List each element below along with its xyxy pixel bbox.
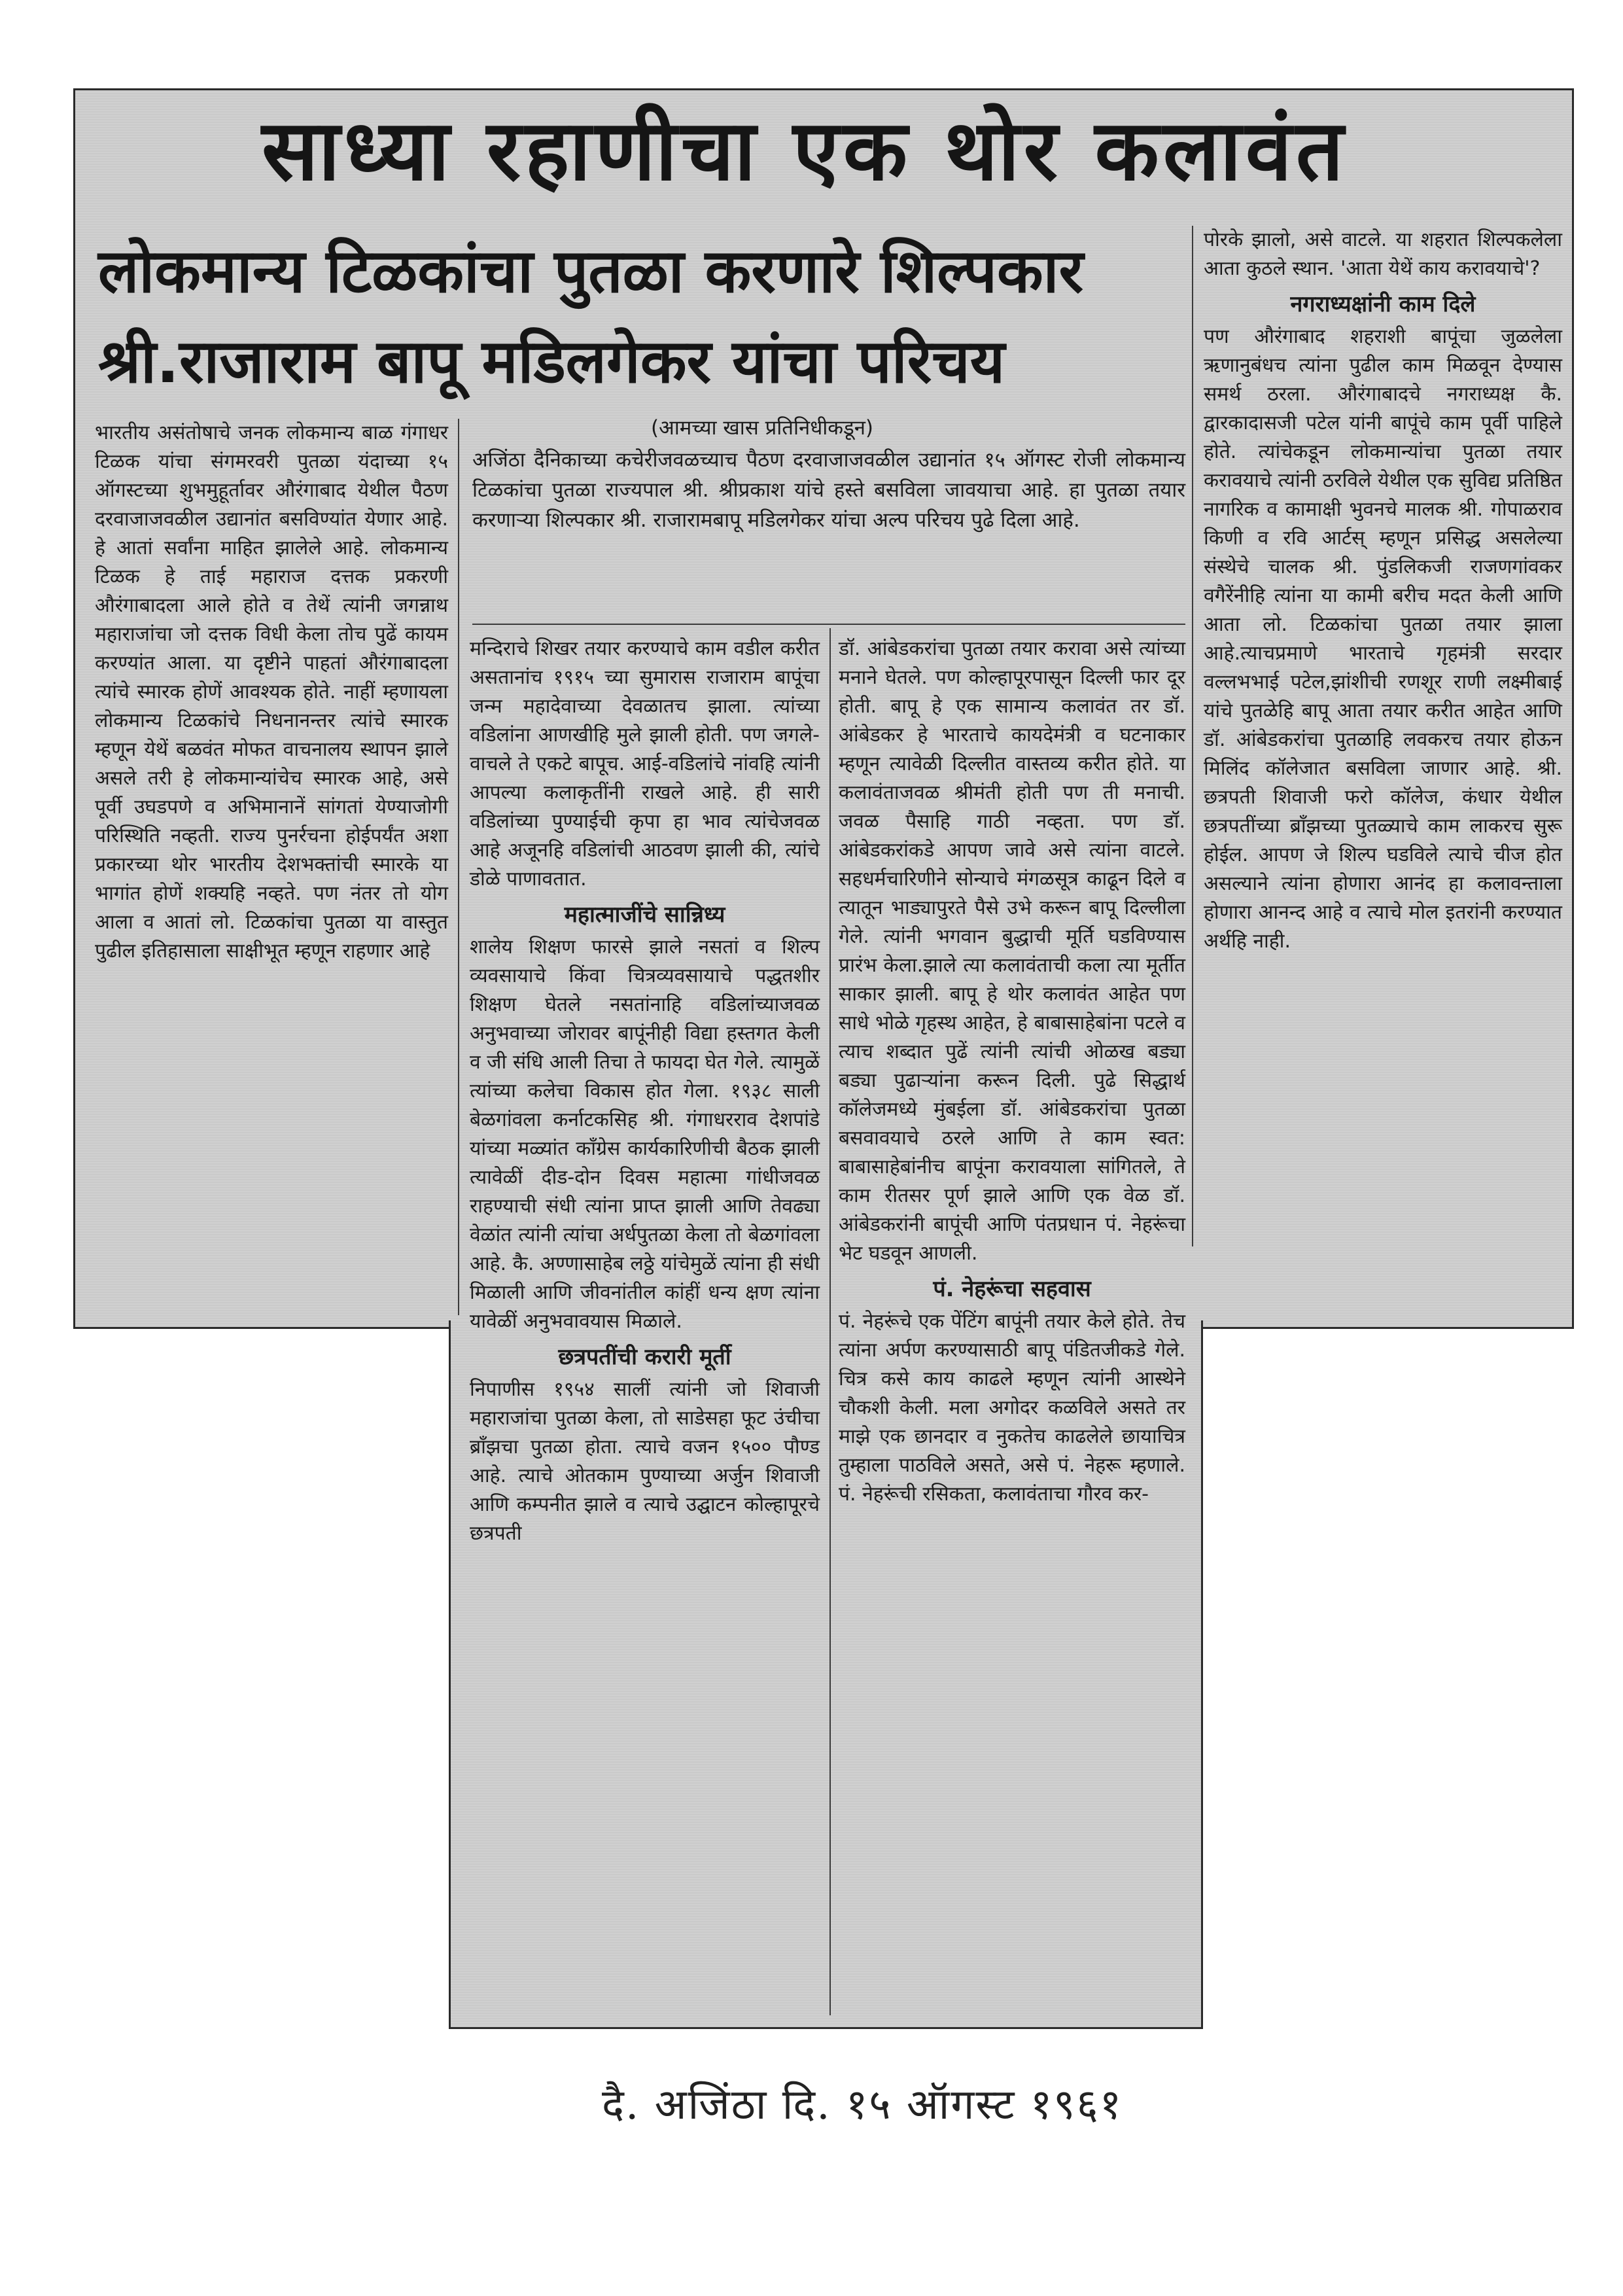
subheadline-1: लोकमान्य टिळकांचा पुतळा करणारे शिल्पकार [98,236,1084,306]
column-4-text-a: पोरके झालो, असे वाटले. या शहरात शिल्पकलेला आता कुठले स्थान. 'आता येथें काय करावयाचे'? [1204,228,1562,280]
intro-rule [472,624,1185,625]
column-rule-3 [1192,226,1193,1246]
headline: साध्या रहाणीचा एक थोर कलावंत [262,101,1348,200]
subheading-chhatrapati: छत्रपतींची करारी मूर्ती [558,1344,731,1370]
column-3-text-a: डॉ. आंबेडकरांचा पुतळा तयार करावा असे त्यांच्या मनाने घेतले. पण कोल्हापूरपासून दिल्ली फार दूर होती. बापू हे एक सामान्य कलावंत तर डॉ. आंबेडकर हे भारताचे कायदेमंत्री व घटनाकार म्हणून त्यावेळी दिल्लीत वास्तव्य करीत होते. या कलावंताजवळ श्रीमंती होती पण ती मनाची. जवळ पैसाहि गाठी नव्हता. पण डॉ. आंबेडकरांकडे आपण जावे असे त्यांना वाटले. सहधर्मचारिणीने सोन्याचे मंगळसूत्र काढून दिले व त्यातून भाड्यापुरते पैसे उभे करून बापू दिल्लीला गेले. त्यांनी भगवान बुद्धाची मूर्ति घडविण्यास प्रारंभ केला.झाले त्या कलावंताची कला त्या मूर्तीत साकार झाली. बापू हे थोर कलावंत आहेत पण साधे भोळे गृहस्थ आहेत, हे बाबासाहेबांना पटले व त्याच शब्दात पुढें त्यांनी त्यांची ओळख बड्या बड्या पुढाऱ्यांना करून दिली. पुढे सिद्धार्थ कॉलेजमध्ये मुंबईला डॉ. आंबेडकरांचा पुतळा बसवावयाचे ठरले आणि ते काम स्वत: बाबासाहेबांनीच बापूंना करावयाला सांगितले, ते काम रीतसर पूर्ण झाले आणि एक वेळ डॉ. आंबेडकरांनी बापूंची आणि पंतप्रधान पं. नेहरूंचा भेट घडवून आणली. [839,637,1185,1265]
handwritten-source-note: दै. अजिंठा दि. १५ ऑगस्ट १९६१ [602,2081,1123,2129]
subheading-nagaradhyaksh: नगराध्यक्षांनी काम दिले [1290,291,1476,317]
column-rule-2 [829,628,831,2015]
intro-paragraph: अजिंठा दैनिकाच्या कचेरीजवळच्याच पैठण दरवाजाजवळील उद्यानांत १५ ऑगस्ट रोजी लोकमान्य टिळकांचा पुतळा राज्यपाल श्री. श्रीप्रकाश यांचे हस्ते बसविला जावयाचा आहे. हा पुतळा तयार करणाऱ्या शिल्पकार श्री. राजारामबापू मडिलगेकर यांचा अल्प परिचय पुढे दिला आहे. [472,448,1185,532]
column-3 [839,635,1185,1509]
subheadline-2: श्री.राजाराम बापू मडिलगेकर यांचा परिचय [98,327,1005,397]
byline: (आमच्या खास प्रतिनिधीकडून) [650,416,873,440]
subheading-nehru: पं. नेहरूंचा सहवास [933,1276,1091,1302]
column-2-text-c: निपाणीस १९५४ सालीं त्यांनी जो शिवाजी महाराजांचा पुतळा केला, तो साडेसहा फूट उंचीचा ब्रॉंझचा पुतळा होता. त्याचे वजन १५०० पौण्ड आहे. त्याचे ओतकाम पुण्याच्या अर्जुन शिवाजी आणि कम्पनीत झाले व त्याचे उद्घाटन कोल्हापूरचे छत्रपती [470,1378,820,1545]
column-1 [95,419,448,966]
column-1-text: भारतीय असंतोषाचे जनक लोकमान्य बाळ गंगाधर टिळक यांचा संगमरवरी पुतळा यंदाच्या १५ ऑगस्टच्या शुभमुहूर्तावर औरंगाबाद येथील पैठण दरवाजाजवळील उद्यानांत बसविण्यांत येणार आहे. हे आतां सर्वांना माहित झालेले आहे. लोकमान्य टिळक हे ताई महाराज दत्तक प्रकरणी औरंगाबादला आले होते व तेथें त्यांनी जगन्नाथ महाराजांचा जो दत्तक विधी केला तोच पुढें कायम करण्यांत आला. या दृष्टीने पाहतां औरंगाबादला त्यांचे स्मारक होणें आवश्यक होते. नाहीं म्हणायला लोकमान्य टिळकांचे निधनानन्तर त्यांचे स्मारक म्हणून येथें बळवंत मोफत वाचनालय स्थापन झाले असले तरी हे लोकमान्यांचेच स्मारक आहे, असे पूर्वी उघडपणे व अभिमानानें सांगतां येण्याजोगी परिस्थिति नव्हती. राज्य पुनर्रचना होईपर्यंत अशा प्रकारच्या थोर भारतीय देशभक्तांची स्मारके या भागांत होणें शक्यहि नव्हते. पण नंतर तो योग आला व आतां लो. टिळकांचा पुतळा या वास्तुत पुढील इतिहासाला साक्षीभूत म्हणून राहणार आहे [95,421,448,963]
column-2-text-b: शालेय शिक्षण फारसे झाले नसतां व शिल्प व्यवसायाचे किंवा चित्रव्यवसायाचे पद्धतशीर शिक्षण घेतले नसतांनाहि वडिलांच्याजवळ अनुभवाच्या जोरावर बापूंनीही विद्या हस्तगत केली व जी संधि आली तिचा ते फायदा घेत गेले. त्यामुळें त्यांच्या कलेचा विकास होत गेला. १९३८ साली बेळगांवला कर्नाटकसिह श्री. गंगाधरराव देशपांडे यांच्या मळ्यांत कॉंग्रेस कार्यकारिणीची बैठक झाली त्यावेळीं दीड-दोन दिवस महात्मा गांधीजवळ राहण्याची संधी त्यांना प्राप्त झाली आणि तेवढ्या वेळांत त्यांनी त्यांचा अर्धपुतळा केला तो बेळगांवला आहे. कै. अण्णासाहेब लठ्ठे यांचेमुळें त्यांना ही संधी मिळाली आणि जीवनांतील कांहीं धन्य क्षण त्यांना यावेळीं अनुभवावयास मिळाले. [470,936,820,1333]
column-4-text-b: पण औरंगाबाद शहराशी बापूंचा जुळलेला ऋणानुबंधच त्यांना पुढील काम मिळवून देण्यास समर्थ ठरला. औरंगाबादचे नगराध्यक्ष कै. द्वारकादासजी पटेल यांनी बापूंचे काम पूर्वी पाहिले होते. त्यांचेकडून लोकमान्यांचा पुतळा तयार करावयाचे त्यांनी ठरविले येथील एक सुविद्य प्रतिष्ठित नागरिक व कामाक्षी भुवनचे मालक श्री. गोपाळराव किणी व रवि आर्टस् म्हणून प्रसिद्ध असलेल्या संस्थेचे चालक श्री. पुंडलिकजी राजणगांवकर वगैरेंनीहि त्यांना या कामी बरीच मदत केली आणि आता लो. टिळकांचा पुतळा तयार झाला आहे.त्याचप्रमाणे भारताचे गृहमंत्री सरदार वल्लभभाई पटेल,झांशीची रणशूर राणी लक्ष्मीबाई यांचे पुतळेहि बापू आता तयार करीत आहेत आणि डॉ. आंबेडकरांचा पुतळाहि लवकरच तयार होऊन मिलिंद कॉलेजात बसविला जाणार आहे. श्री. छत्रपती शिवाजी फरो कॉलेज, कंधार येथील छत्रपतींच्या ब्रॉंझच्या पुतळ्याचे काम लाकरच सुरू होईल. आपण जे शिल्प घडविले त्याचे चीज होत असल्याने त्यांना होणारा आनंद हा कलावन्ताला होणारा आनन्द आहे व त्याचे मोल इतरांनी करण्यात अर्थहि नाही. [1204,325,1562,953]
column-4 [1204,226,1562,956]
column-3-text-b: पं. नेहरूंचे एक पेंटिंग बापूंनी तयार केले होते. तेच त्यांना अर्पण करण्यासाठी बापू पंडितजीकडे गेले. चित्र कसे काय काढले म्हणून त्यांनी आस्थेने चौकशी केली. मला अगोदर कळविले असते तर माझे एक छानदार व नुकतेच काढलेले छायाचित्र तुम्हाला पाठविले असते, असे पं. नेहरू म्हणाले. पं. नेहरूंची रसिकता, कलावंताचा गौरव कर- [839,1310,1185,1506]
column-rule-1 [458,419,459,1315]
subheading-mahatma: महात्माजींचे सान्निध्य [564,902,725,928]
column-2 [470,635,820,1548]
column-2-text-a: मन्दिराचे शिखर तयार करण्याचे काम वडील करीत असतानांच १९१५ च्या सुमारास राजाराम बापूंचा जन्म महादेवाच्या देवळातच झाला. त्यांच्या वडिलांना आणखीहि मुले झाली होती. पण जगले-वाचले ते एकटे बापूच. आई-वडिलांचे नांवहि त्यांनी आपल्या कलाकृतींनी राखले आहे. ही सारी वडिलांच्या पुण्याईची कृपा हा भाव त्यांचेजवळ आहे अजूनहि वडिलांची आठवण झाली की, त्यांचे डोळे पाणावतात. [470,637,820,891]
